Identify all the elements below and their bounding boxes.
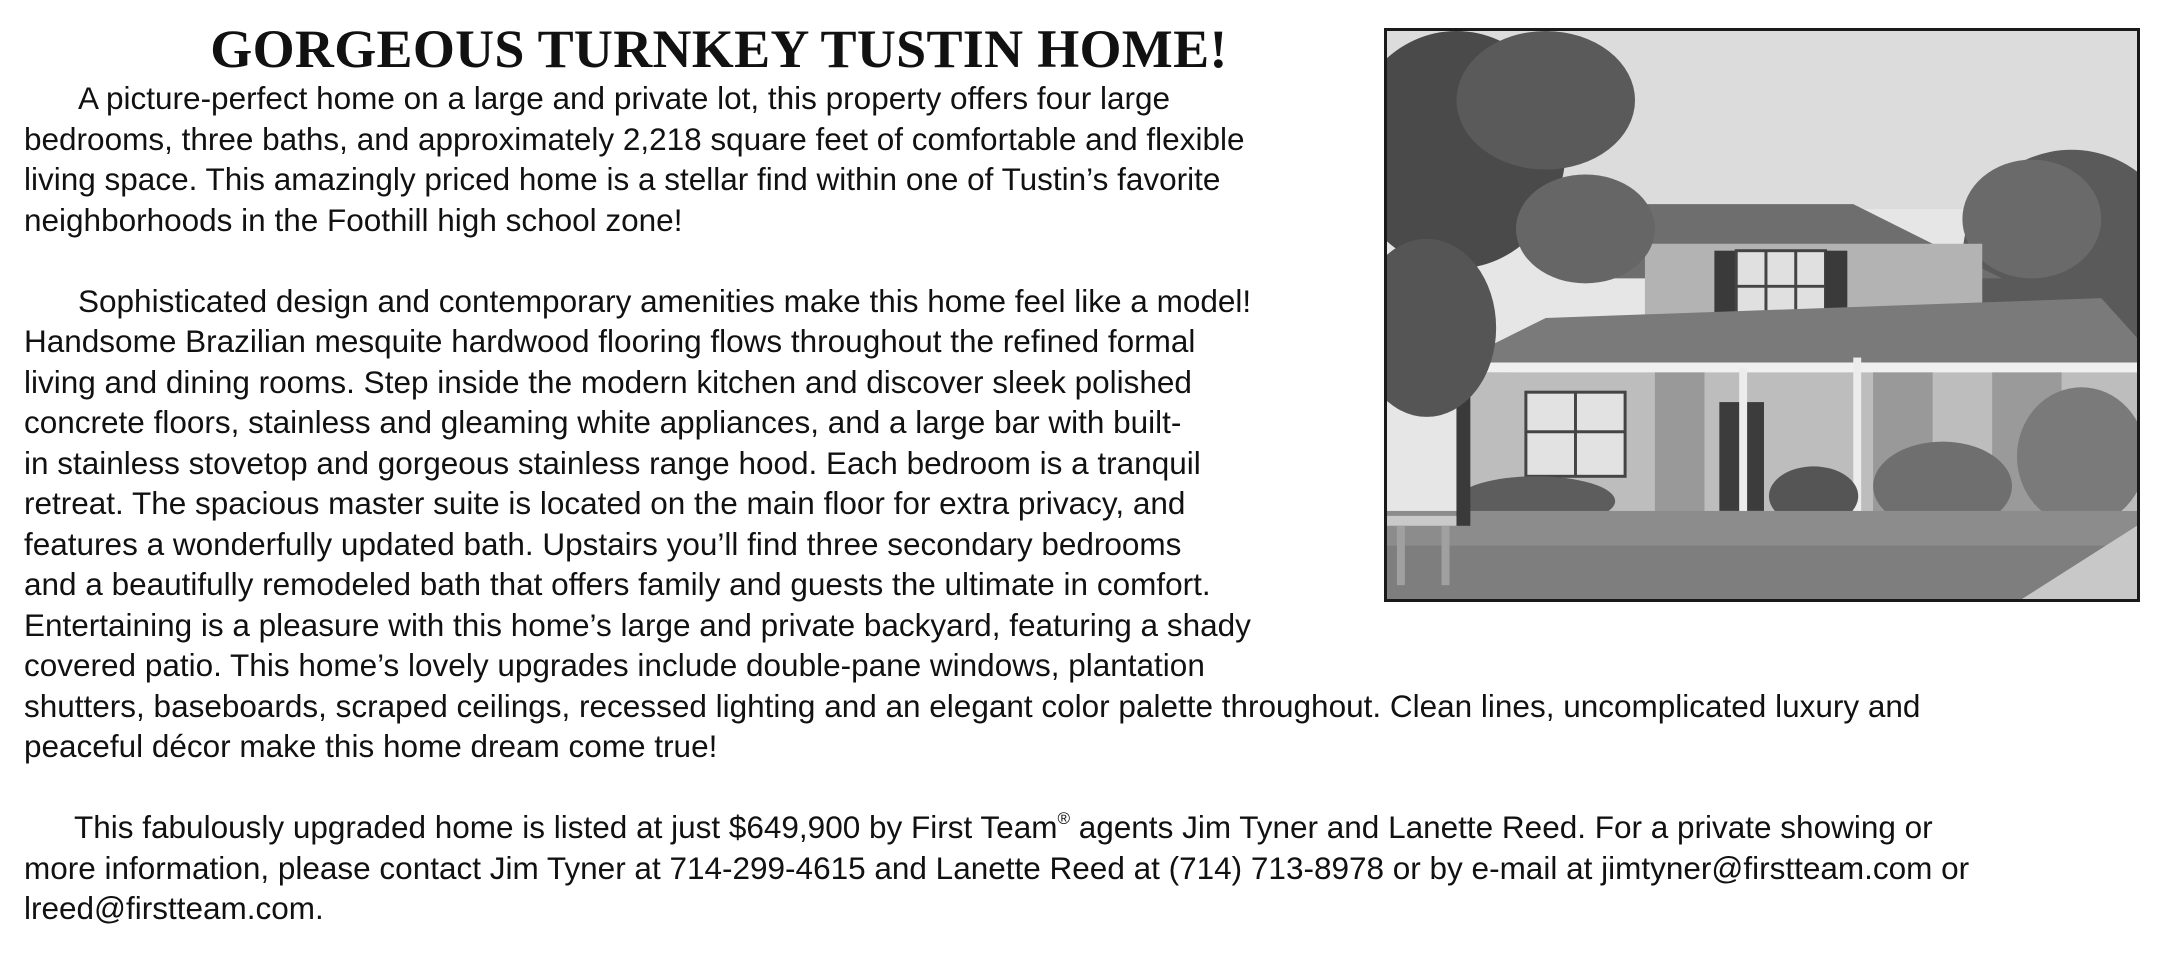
paragraph-gap	[24, 240, 2144, 281]
price-text: This fabulously upgraded home is listed at just $649,900 by First Team	[74, 809, 1058, 845]
text-line: neighborhoods in the Foothill high school zone!	[24, 201, 683, 238]
text-line: retreat. The spacious master suite is located on the main floor for extra privacy, and	[24, 485, 1186, 521]
text-line: Entertaining is a pleasure with this home’s large and private backyard, featuring a shady	[24, 606, 1251, 643]
text-line: features a wonderfully updated bath. Upstairs you’ll find three secondary bedrooms	[24, 525, 1182, 562]
registered-mark: ®	[1057, 809, 1070, 828]
text-line: living space. This amazingly priced home is a stellar find within one of Tustin’s favorite	[24, 161, 1221, 197]
contact-line: more information, please contact Jim Tyner at 714-299-4615 and Lanette Reed at (714) 713-8978 or by e-mail at jimtyner@firstteam.com or	[24, 849, 1970, 886]
text-line: A picture-perfect home on a large and private lot, this property offers four large	[78, 80, 1171, 116]
headline: GORGEOUS TURNKEY TUSTIN HOME!	[210, 19, 1228, 79]
text-line: shutters, baseboards, scraped ceilings, recessed lighting and an elegant color palette throughout. Clean lines, uncomplicated luxury and	[24, 687, 1921, 724]
text-line: covered patio. This home’s lovely upgrades include double-pane windows, plantation	[24, 647, 1205, 683]
text-line: living and dining rooms. Step inside the modern kitchen and discover sleek polished	[24, 363, 1192, 400]
features-paragraph	[24, 281, 2144, 767]
text-line: in stainless stovetop and gorgeous stainless range hood. Each bedroom is a tranquil	[24, 444, 1201, 481]
text-line: bedrooms, three baths, and approximately 2,218 square feet of comfortable and flexible	[24, 120, 1245, 157]
text-line: concrete floors, stainless and gleaming white appliances, and a large bar with built-	[24, 404, 1182, 440]
email-line: lreed@firstteam.com.	[24, 890, 324, 926]
intro-paragraph	[24, 78, 2144, 240]
text-line: and a beautifully remodeled bath that offers family and guests the ultimate in comfort.	[24, 566, 1211, 602]
text-line: peaceful décor make this home dream come true!	[24, 728, 718, 764]
listing-body	[24, 78, 2144, 929]
text-line: Sophisticated design and contemporary amenities make this home feel like a model!	[78, 282, 1252, 319]
agents-text: agents Jim Tyner and Lanette Reed. For a private showing or	[1069, 809, 1933, 845]
price-line	[24, 807, 2144, 848]
paragraph-gap	[24, 767, 2144, 808]
text-line: Handsome Brazilian mesquite hardwood flooring flows throughout the refined formal	[24, 323, 1196, 359]
contact-paragraph	[24, 807, 2144, 929]
